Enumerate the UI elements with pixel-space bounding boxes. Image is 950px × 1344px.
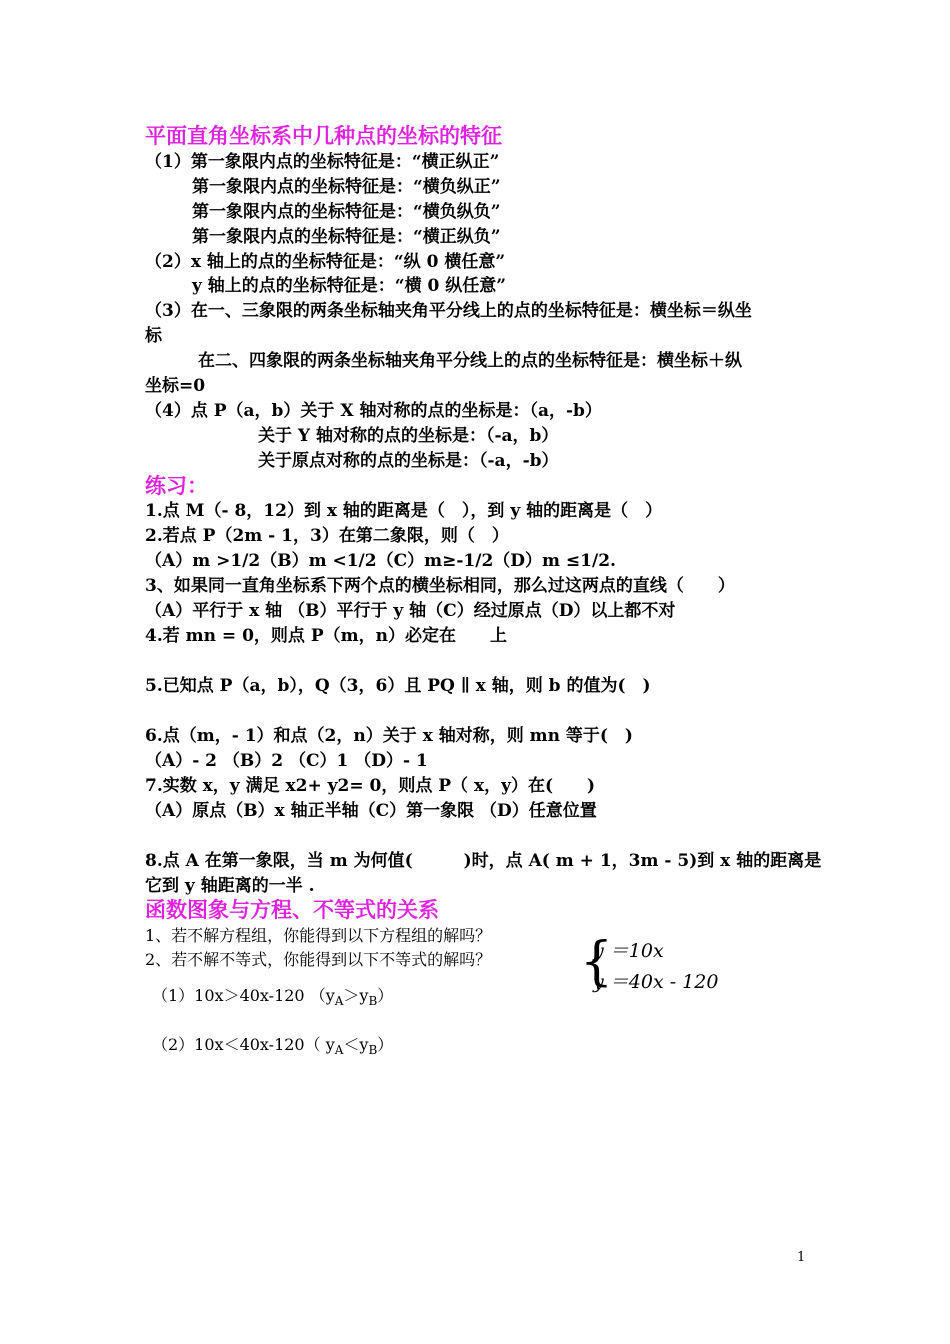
section-title-practice: 练习： xyxy=(145,473,208,498)
text-line: 坐标=0 xyxy=(145,376,206,396)
text-line: 关于原点对称的点的坐标是：（-a，-b） xyxy=(258,451,559,471)
text-line: y 轴上的点的坐标特征是：“横 0 纵任意” xyxy=(192,276,507,296)
question-options: （A）平行于 x 轴 （B）平行于 y 轴（C）经过原点（D）以上都不对 xyxy=(145,601,676,621)
question-line: 8.点 A 在第一象限，当 m 为何值( )时，点 A( m + 1，3m - 5)到 x 轴的距离是 xyxy=(145,851,822,871)
section-title-functions: 函数图象与方程、不等式的关系 xyxy=(145,897,439,922)
section-title-coordinates: 平面直角坐标系中几种点的坐标的特征 xyxy=(145,123,502,148)
text-line: （1）第一象限内点的坐标特征是：“横正纵正” xyxy=(145,152,500,172)
page-number: 1 xyxy=(797,1250,806,1265)
text-line: 第一象限内点的坐标特征是：“横负纵负” xyxy=(192,202,501,222)
text-line: （4）点 P（a，b）关于 X 轴对称的点的坐标是：（a，-b） xyxy=(145,401,602,421)
question-options: （A）- 2 （B）2 （C）1 （D）- 1 xyxy=(145,751,428,771)
equation-2: y ＝40x - 120 xyxy=(593,971,719,993)
question-line: 6.点（m，- 1）和点（2，n）关于 x 轴对称，则 mn 等于( ) xyxy=(145,726,633,746)
equation-system xyxy=(580,934,740,994)
question-options: （A）m >1/2（B）m <1/2（C）m≥-1/2（D）m ≤1/2. xyxy=(145,551,616,571)
question-line: 它到 y 轴距离的一半 . xyxy=(145,876,315,896)
text-line: 第一象限内点的坐标特征是：“横负纵正” xyxy=(192,177,501,197)
question-line: 3、如果同一直角坐标系下两个点的横坐标相同，那么过这两点的直线（ ） xyxy=(145,576,735,596)
text-line: （2）x 轴上的点的坐标特征是：“纵 0 横任意” xyxy=(145,252,506,272)
question-line: 4.若 mn = 0，则点 P（m，n）必定在 上 xyxy=(145,626,507,646)
inequality-2: （2）10x＜40x-120（ $y_A<y_B$） xyxy=(152,1035,394,1057)
text-line: 1、若不解方程组，你能得到以下方程组的解吗？ xyxy=(145,926,492,945)
question-options: （A）原点（B）x 轴正半轴（C）第一象限 （D）任意位置 xyxy=(145,801,597,821)
text-line: 关于 Y 轴对称的点的坐标是：（-a，b） xyxy=(258,426,559,446)
text-line: 第一象限内点的坐标特征是：“横正纵负” xyxy=(192,227,501,247)
equation-1: y ＝10x xyxy=(593,940,664,962)
text-line: 在二、四象限的两条坐标轴夹角平分线上的点的坐标特征是：横坐标＋纵 xyxy=(198,351,742,371)
text-line: 标 xyxy=(145,326,162,346)
question-line: 2.若点 P（2m - 1，3）在第二象限，则（ ） xyxy=(145,526,509,546)
question-line: 1.点 M（- 8，12）到 x 轴的距离是（ ），到 y 轴的距离是（ ） xyxy=(145,501,663,521)
text-line: 2、若不解不等式，你能得到以下不等式的解吗？ xyxy=(145,950,492,969)
text-line: （3）在一、三象限的两条坐标轴夹角平分线上的点的坐标特征是：横坐标＝纵坐 xyxy=(145,301,752,321)
question-line: 7.实数 x，y 满足 x2+ y2= 0，则点 P（ x，y）在( ) xyxy=(145,776,596,796)
equation-brace: { xyxy=(580,932,614,992)
question-line: 5.已知点 P（a，b），Q（3，6）且 PQ ∥ x 轴，则 b 的值为( ) xyxy=(145,676,651,696)
inequality-1: （1）10x＞40x-120 $(y_A>y_B)$ xyxy=(152,986,394,1008)
